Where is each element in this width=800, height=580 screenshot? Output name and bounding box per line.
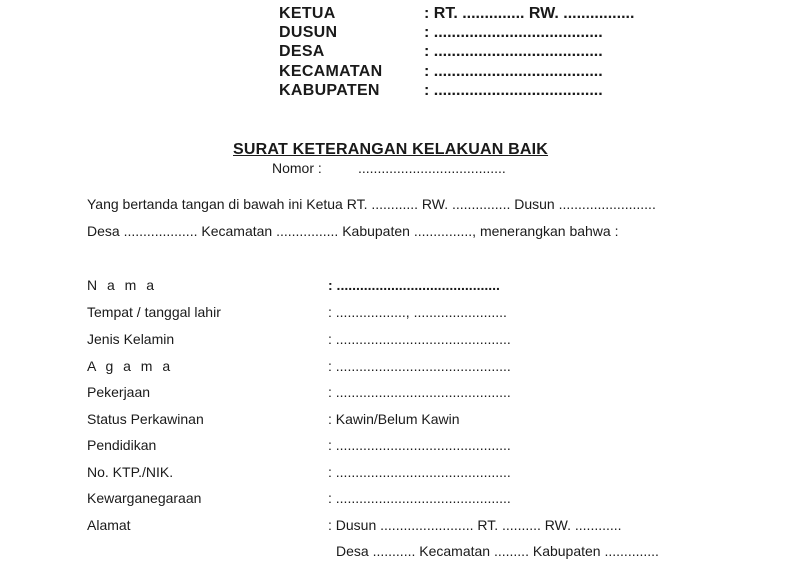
header-label-ketua: KETUA	[279, 5, 336, 22]
field-label-nama: N a m a	[87, 277, 158, 293]
header-label-kabupaten: KABUPATEN	[279, 82, 380, 99]
field-value-ktp-nik: : .............................................	[328, 464, 511, 480]
header-label-desa: DESA	[279, 43, 325, 60]
intro-line-2: Desa ................... Kecamatan ................ Kabupaten ..............., menerangkan bahwa :	[87, 223, 619, 239]
field-value-pekerjaan: : .............................................	[328, 384, 511, 400]
field-label-pekerjaan: Pekerjaan	[87, 384, 151, 400]
field-label-pendidikan: Pendidikan	[87, 437, 157, 453]
header-label-kecamatan: KECAMATAN	[279, 63, 383, 80]
field-label-kewarganegaraan: Kewarganegaraan	[87, 490, 202, 506]
field-value-pendidikan: : .............................................	[328, 437, 511, 453]
field-value-alamat-line-2: Desa ........... Kecamatan ......... Kabupaten ..............	[336, 543, 659, 559]
field-value-agama: : .............................................	[328, 358, 511, 374]
header-value-desa: : ......................................	[424, 43, 603, 60]
field-label-alamat: Alamat	[87, 517, 131, 533]
nomor-label: Nomor :	[272, 160, 322, 176]
header-value-kecamatan: : ......................................	[424, 63, 603, 80]
field-label-jenis-kelamin: Jenis Kelamin	[87, 331, 175, 347]
nomor-value: ......................................	[358, 160, 506, 176]
field-label-ktp-nik: No. KTP./NIK.	[87, 464, 174, 480]
field-value-status-perkawinan: : Kawin/Belum Kawin	[328, 411, 460, 427]
field-value-nama: : ..........................................	[328, 277, 500, 293]
field-value-kewarganegaraan: : .............................................	[328, 490, 511, 506]
field-value-tempat-lahir: : .................., ........................	[328, 304, 507, 320]
document-title: SURAT KETERANGAN KELAKUAN BAIK	[233, 141, 549, 158]
intro-line-1: Yang bertanda tangan di bawah ini Ketua RT. ............ RW. ............... Dusun .........................	[87, 196, 656, 212]
header-value-dusun: : ......................................	[424, 24, 603, 41]
header-value-ketua: : RT. .............. RW. ................	[424, 5, 635, 22]
header-label-dusun: DUSUN	[279, 24, 338, 41]
field-label-tempat-lahir: Tempat / tanggal lahir	[87, 304, 221, 320]
header-value-kabupaten: : ......................................	[424, 82, 603, 99]
field-value-jenis-kelamin: : .............................................	[328, 331, 511, 347]
field-value-alamat: : Dusun ........................ RT. .......... RW. ............	[328, 517, 622, 533]
field-label-status-perkawinan: Status Perkawinan	[87, 411, 204, 427]
field-label-agama: A g a m a	[87, 358, 174, 374]
